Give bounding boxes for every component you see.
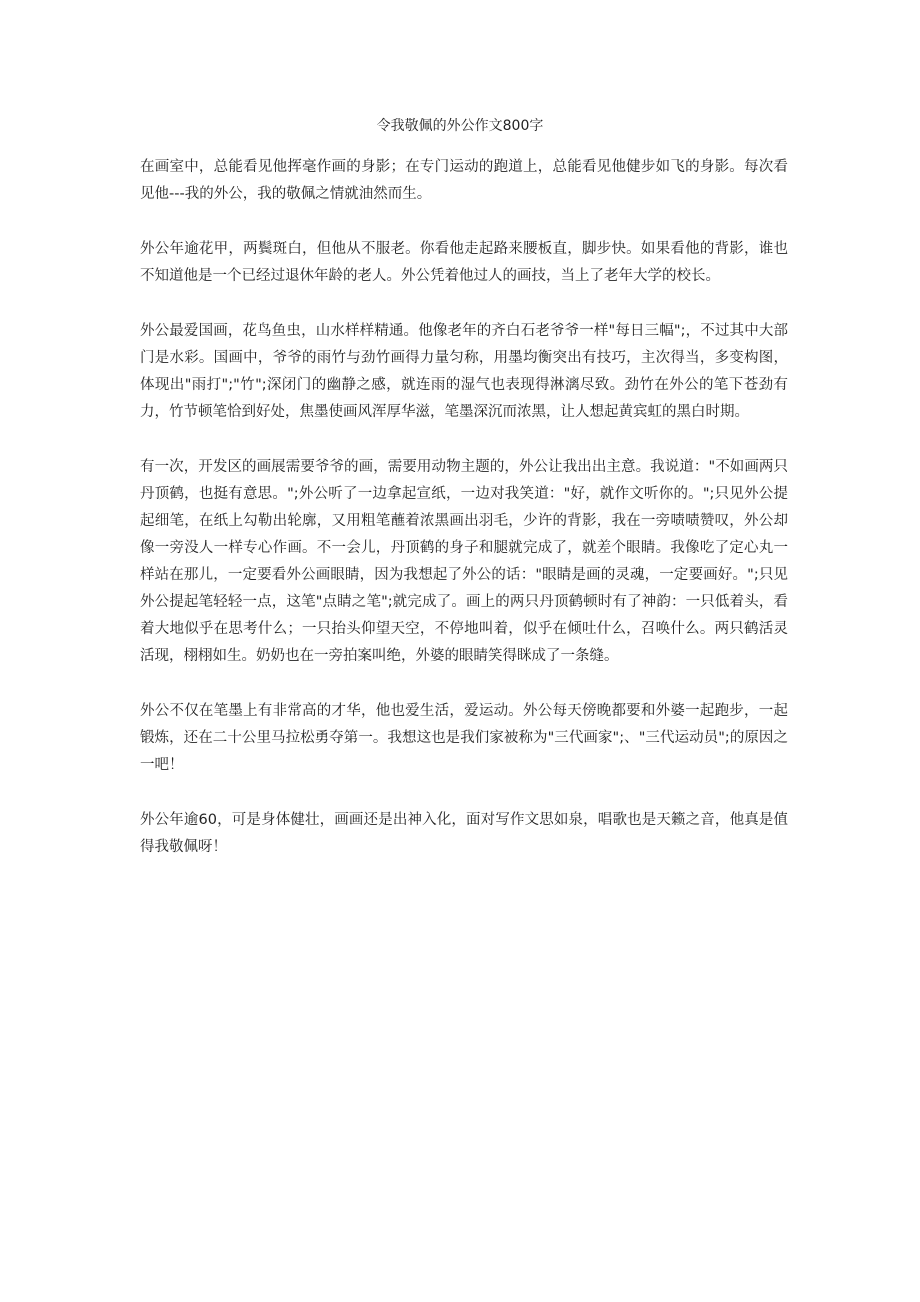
paragraph-2: 外公年逾花甲，两鬓斑白，但他从不服老。你看他走起路来腰板直，脚步快。如果看他的背影，谁也不知道他是一个已经过退休年龄的老人。外公凭着他过人的画技，当上了老年大学的校长。 — [140, 241, 788, 284]
paragraph-1: 在画室中，总能看见他挥毫作画的身影；在专门运动的跑道上，总能看见他健步如飞的身影。每次看见他---我的外公，我的敬佩之情就油然而生。 — [140, 159, 788, 202]
paragraph-6: 外公年逾60，可是身体健壮，画画还是出神入化，面对写作文思如泉，唱歌也是天籁之音，他真是值得我敬佩呀！ — [140, 812, 788, 855]
essay-title: 令我敬佩的外公作文800字 — [376, 118, 544, 134]
paragraph-5: 外公不仅在笔墨上有非常高的才华，他也爱生活，爱运动。外公每天傍晚都要和外婆一起跑步，一起锻炼，还在二十公里马拉松勇夺第一。我想这也是我们家被称为"三代画家";、"三代运动员";的原因之一吧！ — [140, 703, 788, 773]
paragraph-4: 有一次，开发区的画展需要爷爷的画，需要用动物主题的，外公让我出出主意。我说道："不如画两只丹顶鹤，也挺有意思。";外公听了一边拿起宣纸，一边对我笑道："好，就作文听你的。";只见外公提起细笔，在纸上勾勒出轮廓，又用粗笔蘸着浓黑画出羽毛，少许的背影，我在一旁啧啧赞叹，外公却像一旁没人一样专心作画。不一会儿，丹顶鹤的身子和腿就完成了，就差个眼睛。我像吃了定心丸一样站在那儿，一定要看外公画眼睛，因为我想起了外公的话："眼睛是画的灵魂，一定要画好。";只见外公提起笔轻轻一点，这笔"点睛之笔";就完成了。画上的两只丹顶鹤顿时有了神韵：一只低着头，看着大地似乎在思考什么；一只抬头仰望天空，不停地叫着，似乎在倾吐什么，召唤什么。两只鹤活灵活现，栩栩如生。奶奶也在一旁拍案叫绝，外婆的眼睛笑得眯成了一条缝。 — [140, 459, 788, 664]
paragraph-3: 外公最爱国画，花鸟鱼虫，山水样样精通。他像老年的齐白石老爷爷一样"每日三幅";，不过其中大部门是水彩。国画中，爷爷的雨竹与劲竹画得力量匀称，用墨均衡突出有技巧，主次得当，多变构图，体现出"雨打";"竹";深闭门的幽静之感，就连雨的湿气也表现得淋漓尽致。劲竹在外公的笔下苍劲有力，竹节顿笔恰到好处，焦墨使画风浑厚华滋，笔墨深沉而浓黑，让人想起黄宾虹的黑白时期。 — [140, 323, 788, 420]
essay-body — [140, 154, 788, 889]
